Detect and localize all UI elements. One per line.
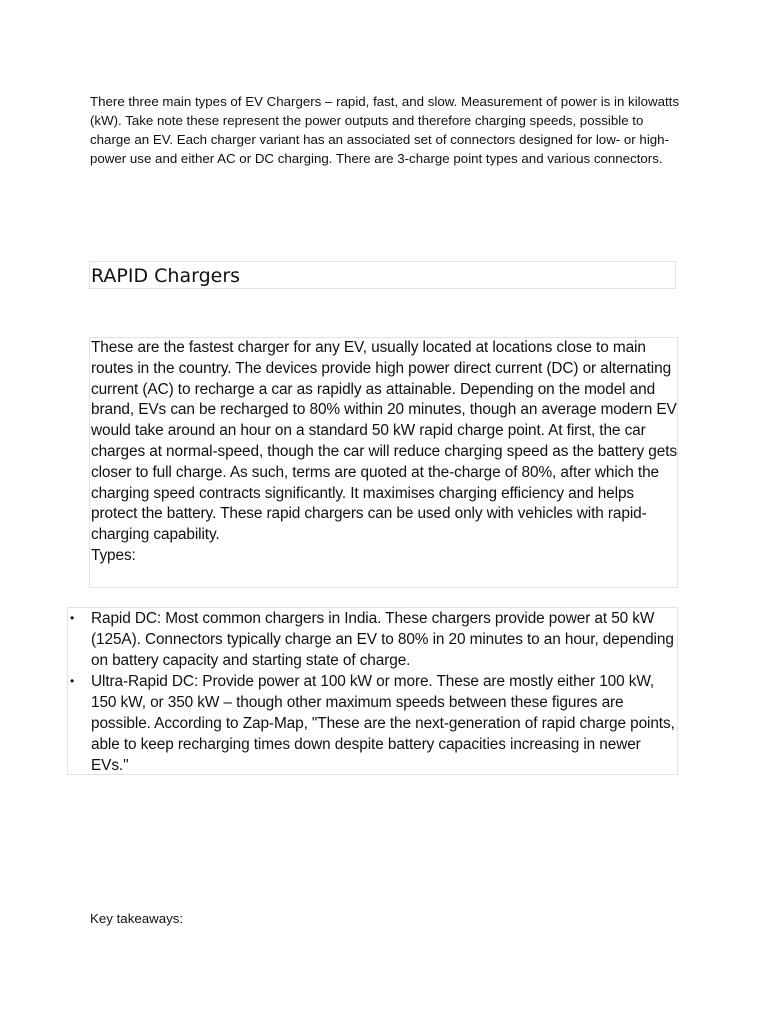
bullet-icon: •	[69, 611, 75, 625]
types-list	[68, 608, 677, 776]
list-item	[68, 608, 677, 671]
list-item-text: Ultra-Rapid DC: Provide power at 100 kW or more. These are mostly either 100 kW, 150 kW, or 350 kW – though other maximum speeds between these figures are possible. According to Zap-Map, "These are the next-generation of rapid charge points, able to keep recharging times down despite battery capacities increasing in newer EVs."	[91, 673, 675, 774]
section-heading: RAPID Chargers	[91, 265, 241, 287]
key-takeaways-label: Key takeaways:	[90, 911, 184, 926]
list-item-text: Rapid DC: Most common chargers in India. These chargers provide power at 50 kW (125A). Connectors typically charge an EV to 80% in 20 minutes to an hour, depending on battery capacity and starting state of charge.	[91, 610, 674, 669]
section-body-box	[89, 337, 678, 588]
section-body-paragraph	[90, 338, 677, 567]
list-item	[68, 671, 677, 776]
section-body-text: These are the fastest charger for any EV, usually located at locations close to main routes in the country. The devices provide high power direct current (DC) or alternating current (AC) to recharge a car as rapidly as attainable. Depending on the model and brand, EVs can be recharged to 80% within 20 minutes, though an average modern EV would take around an hour on a standard 50 kW rapid charge point. At first, the car charges at normal-speed, though the car will reduce charging speed as the battery gets closer to full charge. As such, terms are quoted at the-charge of 80%, after which the charging speed contracts significantly. It maximises charging efficiency and helps protect the battery. These rapid chargers can be used only with vehicles with rapid-charging capability.	[91, 339, 677, 544]
bullet-icon: •	[69, 674, 75, 688]
section-heading-box	[89, 261, 676, 289]
intro-paragraph: There three main types of EV Chargers – rapid, fast, and slow. Measurement of power is in kilowatts (kW). Take note these represent the power outputs and therefore charging speeds, possible to charge an EV. Each charger variant has an associated set of connectors designed for low- or high-power use and either AC or DC charging. There are 3-charge point types and various connectors.	[90, 94, 680, 166]
types-label: Types:	[91, 546, 136, 564]
types-list-box	[67, 607, 678, 775]
